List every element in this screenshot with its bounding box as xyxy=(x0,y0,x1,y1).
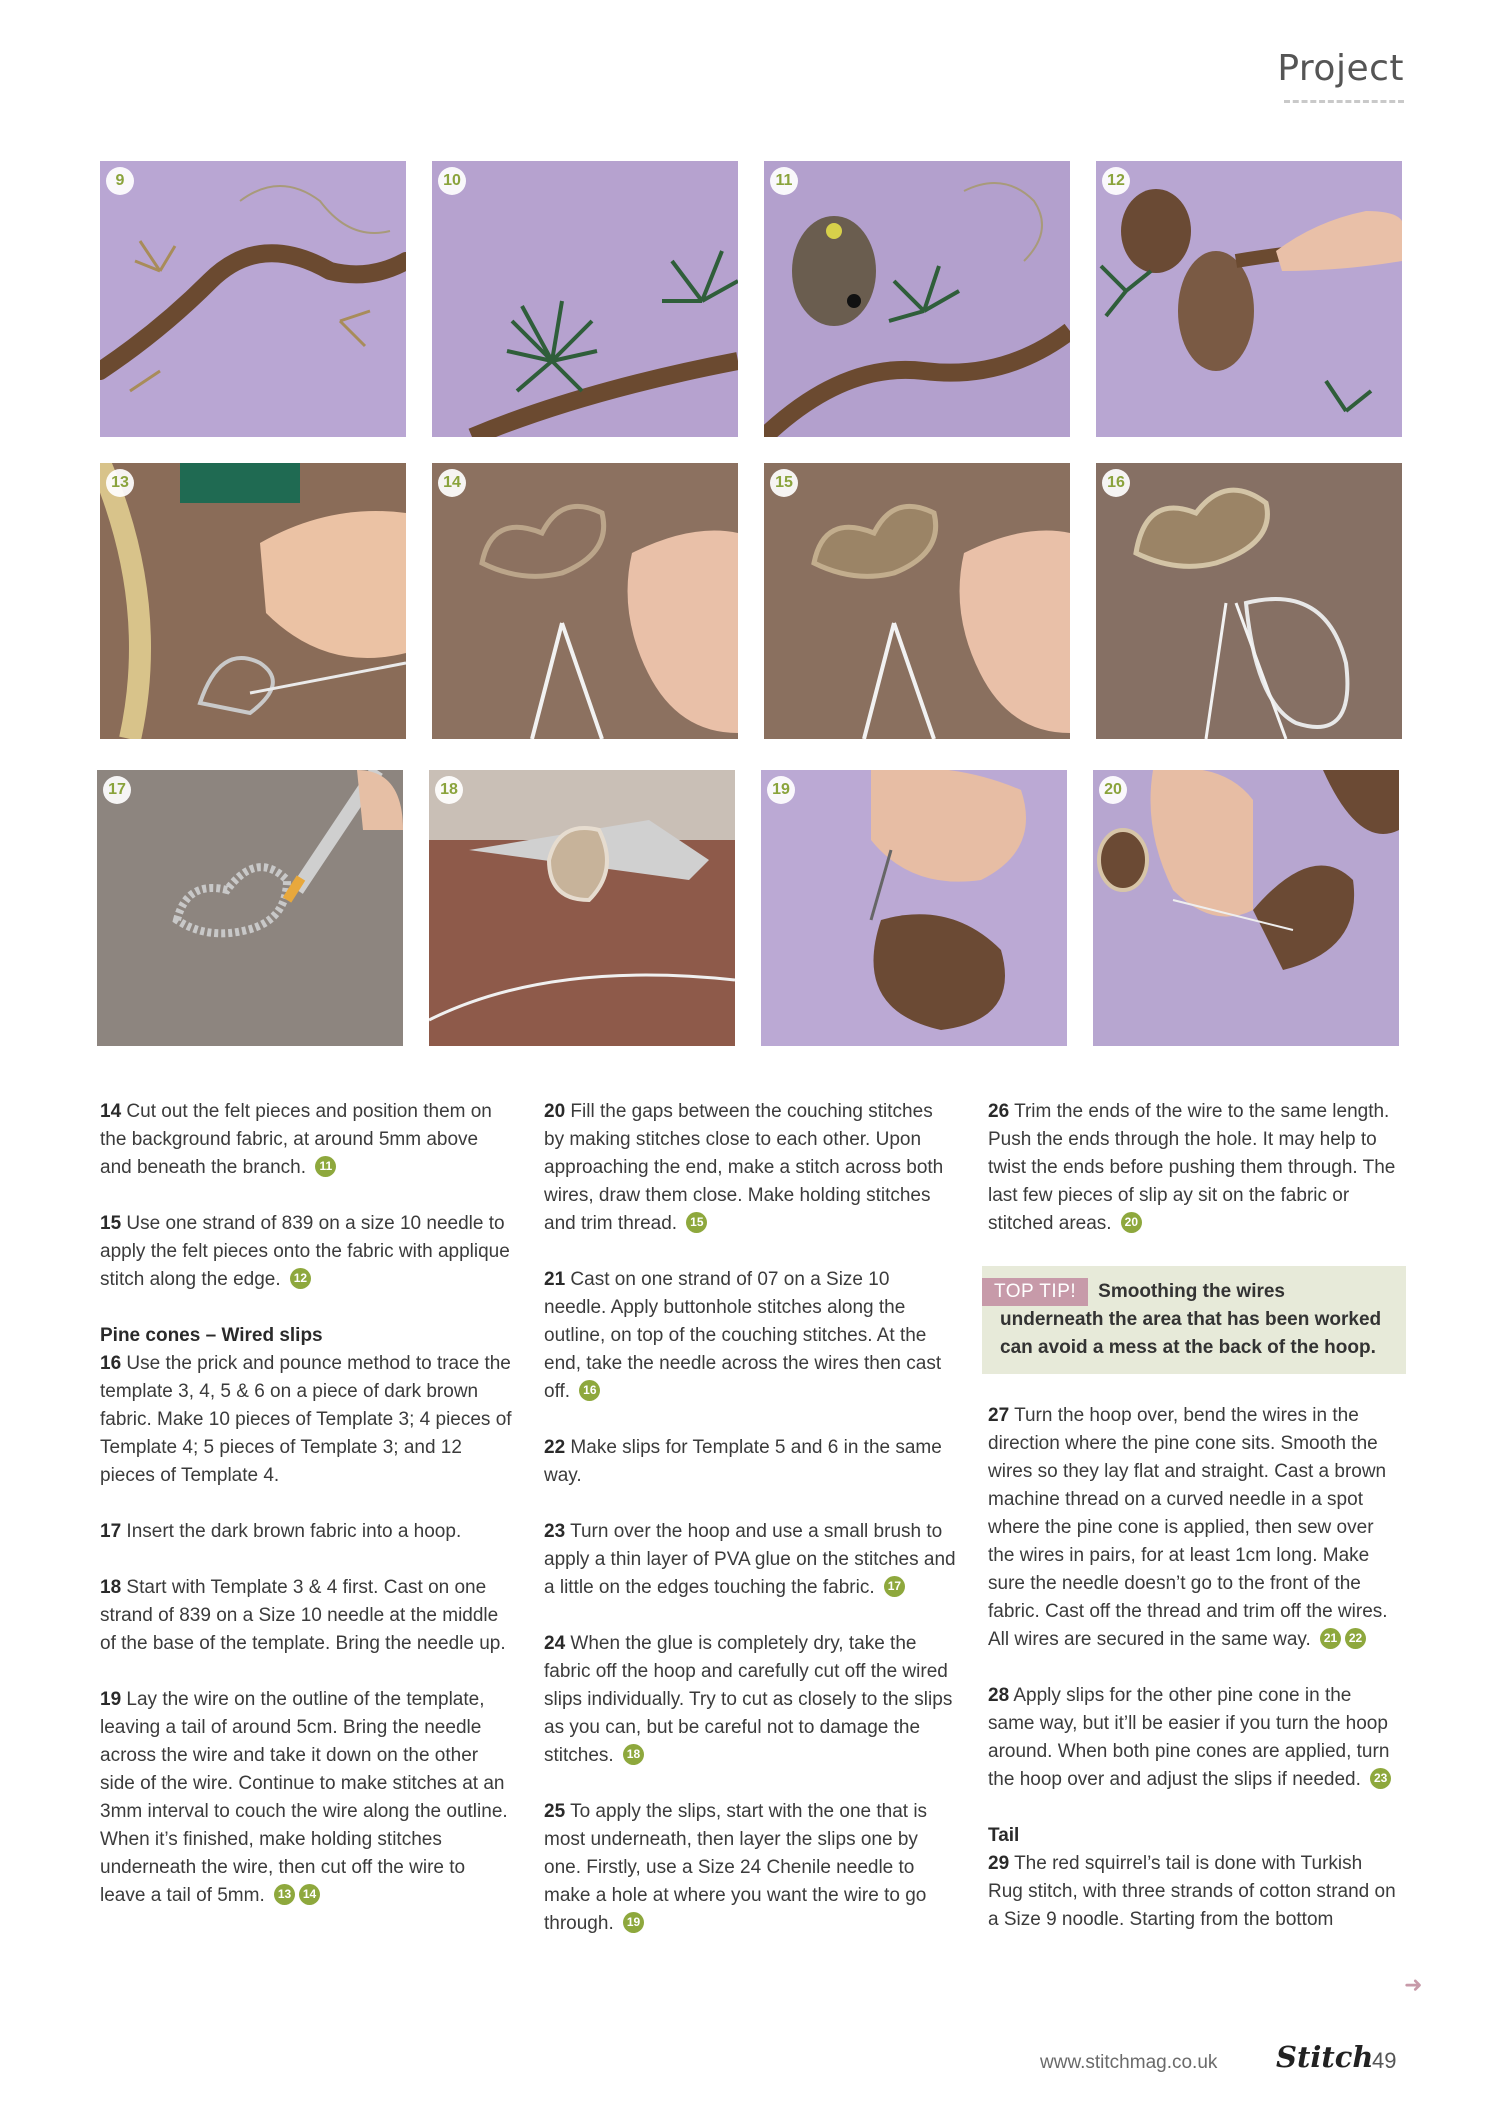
photo-ref-badge: 21 xyxy=(1320,1628,1341,1649)
photo-ref-badge: 11 xyxy=(315,1156,336,1177)
step-25: 25 To apply the slips, start with the one that is most underneath, then layer the slips one by one. Firstly, use a Size 24 Chenile needle to make a hole at where you want the wire to go through. 19 xyxy=(544,1801,928,1934)
step-photo-11 xyxy=(764,161,1070,437)
step-17: 17 Insert the dark brown fabric into a hoop. xyxy=(100,1521,462,1542)
step-27: 27 Turn the hoop over, bend the wires in the direction where the pine cone sits. Smooth the wires so they lay flat and straight. Cast a brown machine thread on a curved needle in a spot where the pine cone is applied, then sew over the wires in pairs, for at least 1cm long. Make sure the needle doesn’t go to the front of the fabric. Cast off the thread and trim off the wires. All wires are secured in the same way. 21 22 xyxy=(988,1405,1388,1650)
page-number: 49 xyxy=(1372,2048,1397,2073)
continue-arrow-icon: ➜ xyxy=(1404,1972,1423,1997)
photo-ref-badge: 14 xyxy=(299,1884,320,1905)
photo-label: 9 xyxy=(106,167,134,195)
photo-label: 13 xyxy=(106,469,134,497)
section-title-underline xyxy=(1284,100,1404,103)
step-photo-13 xyxy=(100,463,406,739)
photo-label: 20 xyxy=(1099,776,1127,804)
photo-ref-badge: 22 xyxy=(1345,1628,1366,1649)
step-23: 23 Turn over the hoop and use a small brush to apply a thin layer of PVA glue on the stitches and a little on the edges touching the fabric. 17 xyxy=(544,1521,956,1598)
text-column-3 xyxy=(988,1098,1400,1962)
step-28: 28 Apply slips for the other pine cone in the same way, but it’ll be easier if you turn the hoop around. When both pine cones are applied, turn the hoop over and adjust the slips if needed. 23 xyxy=(988,1685,1390,1790)
top-tip-label: TOP TIP! xyxy=(982,1278,1088,1306)
step-photo-10 xyxy=(432,161,738,437)
photo-ref-badge: 17 xyxy=(884,1576,905,1597)
step-16: 16 Use the prick and pounce method to trace the template 3, 4, 5 & 6 on a piece of dark brown fabric. Make 10 pieces of Template 3; 4 pieces of Template 4; 5 pieces of Template 3; and 12 pieces of Template 4. xyxy=(100,1353,512,1486)
photo-label: 18 xyxy=(435,776,463,804)
step-15: 15 Use one strand of 839 on a size 10 needle to apply the felt pieces onto the fabric with applique stitch along the edge. 12 xyxy=(100,1213,510,1290)
photo-ref-badge: 19 xyxy=(623,1912,644,1933)
step-20: 20 Fill the gaps between the couching stitches by making stitches close to each other. Upon approaching the end, make a stitch across both wires, draw them close. Make holding stitches and trim thread. 15 xyxy=(544,1101,944,1234)
subheading-pine-cones: Pine cones – Wired slips xyxy=(100,1325,323,1346)
footer-magazine-logo: Stitch xyxy=(1276,2040,1374,2074)
step-photo-15 xyxy=(764,463,1070,739)
footer-website[interactable]: www.stitchmag.co.uk xyxy=(1040,2052,1218,2073)
step-22: 22 Make slips for Template 5 and 6 in the same way. xyxy=(544,1437,942,1486)
step-29: 29 The red squirrel’s tail is done with Turkish Rug stitch, with three strands of cotton strand on a Size 9 noodle. Starting from the bottom xyxy=(988,1853,1396,1930)
step-19: 19 Lay the wire on the outline of the template, leaving a tail of around 5cm. Bring the needle across the wire and take it down on the other side of the wire. Continue to make stitches at an 3mm interval to couch the wire along the outline. When it’s finished, make holding stitches underneath the wire, then cut off the wire to leave a tail of 5mm. 13 14 xyxy=(100,1689,508,1906)
photo-label: 19 xyxy=(767,776,795,804)
photo-label: 10 xyxy=(438,167,466,195)
text-column-2 xyxy=(544,1098,956,1966)
photo-ref-badge: 18 xyxy=(623,1744,644,1765)
top-tip-box xyxy=(982,1266,1406,1374)
photo-ref-badge: 23 xyxy=(1370,1768,1391,1789)
step-26: 26 Trim the ends of the wire to the same length. Push the ends through the hole. It may help to twist the ends before pushing them through. The last few pieces of slip ay sit on the fabric or stitched areas. 20 xyxy=(988,1101,1396,1234)
photo-label: 11 xyxy=(770,167,798,195)
step-photo-18 xyxy=(429,770,735,1046)
photo-ref-badge: 15 xyxy=(686,1212,707,1233)
step-14: 14 Cut out the felt pieces and position them on the background fabric, at around 5mm above and beneath the branch. 11 xyxy=(100,1101,492,1178)
photo-ref-badge: 20 xyxy=(1121,1212,1142,1233)
step-photo-14 xyxy=(432,463,738,739)
step-photo-9 xyxy=(100,161,406,437)
photo-ref-badge: 16 xyxy=(579,1380,600,1401)
text-column-1 xyxy=(100,1098,512,1938)
photo-label: 12 xyxy=(1102,167,1130,195)
step-24: 24 When the glue is completely dry, take the fabric off the hoop and carefully cut off the wired slips individually. Try to cut as closely to the slips as you can, but be careful not to damage the stitches. 18 xyxy=(544,1633,953,1766)
photo-label: 16 xyxy=(1102,469,1130,497)
step-photo-19 xyxy=(761,770,1067,1046)
step-photo-16 xyxy=(1096,463,1402,739)
photo-label: 14 xyxy=(438,469,466,497)
step-photo-12 xyxy=(1096,161,1402,437)
section-title: Project xyxy=(1277,48,1404,89)
subheading-tail: Tail xyxy=(988,1825,1020,1846)
top-tip-text: Smoothing the wires underneath the area that has been worked can avoid a mess at the back of the hoop. xyxy=(1000,1281,1382,1358)
photo-label: 15 xyxy=(770,469,798,497)
photo-label: 17 xyxy=(103,776,131,804)
step-18: 18 Start with Template 3 & 4 first. Cast on one strand of 839 on a Size 10 needle at the middle of the base of the template. Bring the needle up. xyxy=(100,1577,506,1654)
step-photo-17 xyxy=(97,770,403,1046)
photo-ref-badge: 12 xyxy=(290,1268,311,1289)
step-21: 21 Cast on one strand of 07 on a Size 10 needle. Apply buttonhole stitches along the outline, on top of the couching stitches. At the end, take the needle across the wires then cast off. 16 xyxy=(544,1269,942,1402)
photo-ref-badge: 13 xyxy=(274,1884,295,1905)
step-photo-20 xyxy=(1093,770,1399,1046)
